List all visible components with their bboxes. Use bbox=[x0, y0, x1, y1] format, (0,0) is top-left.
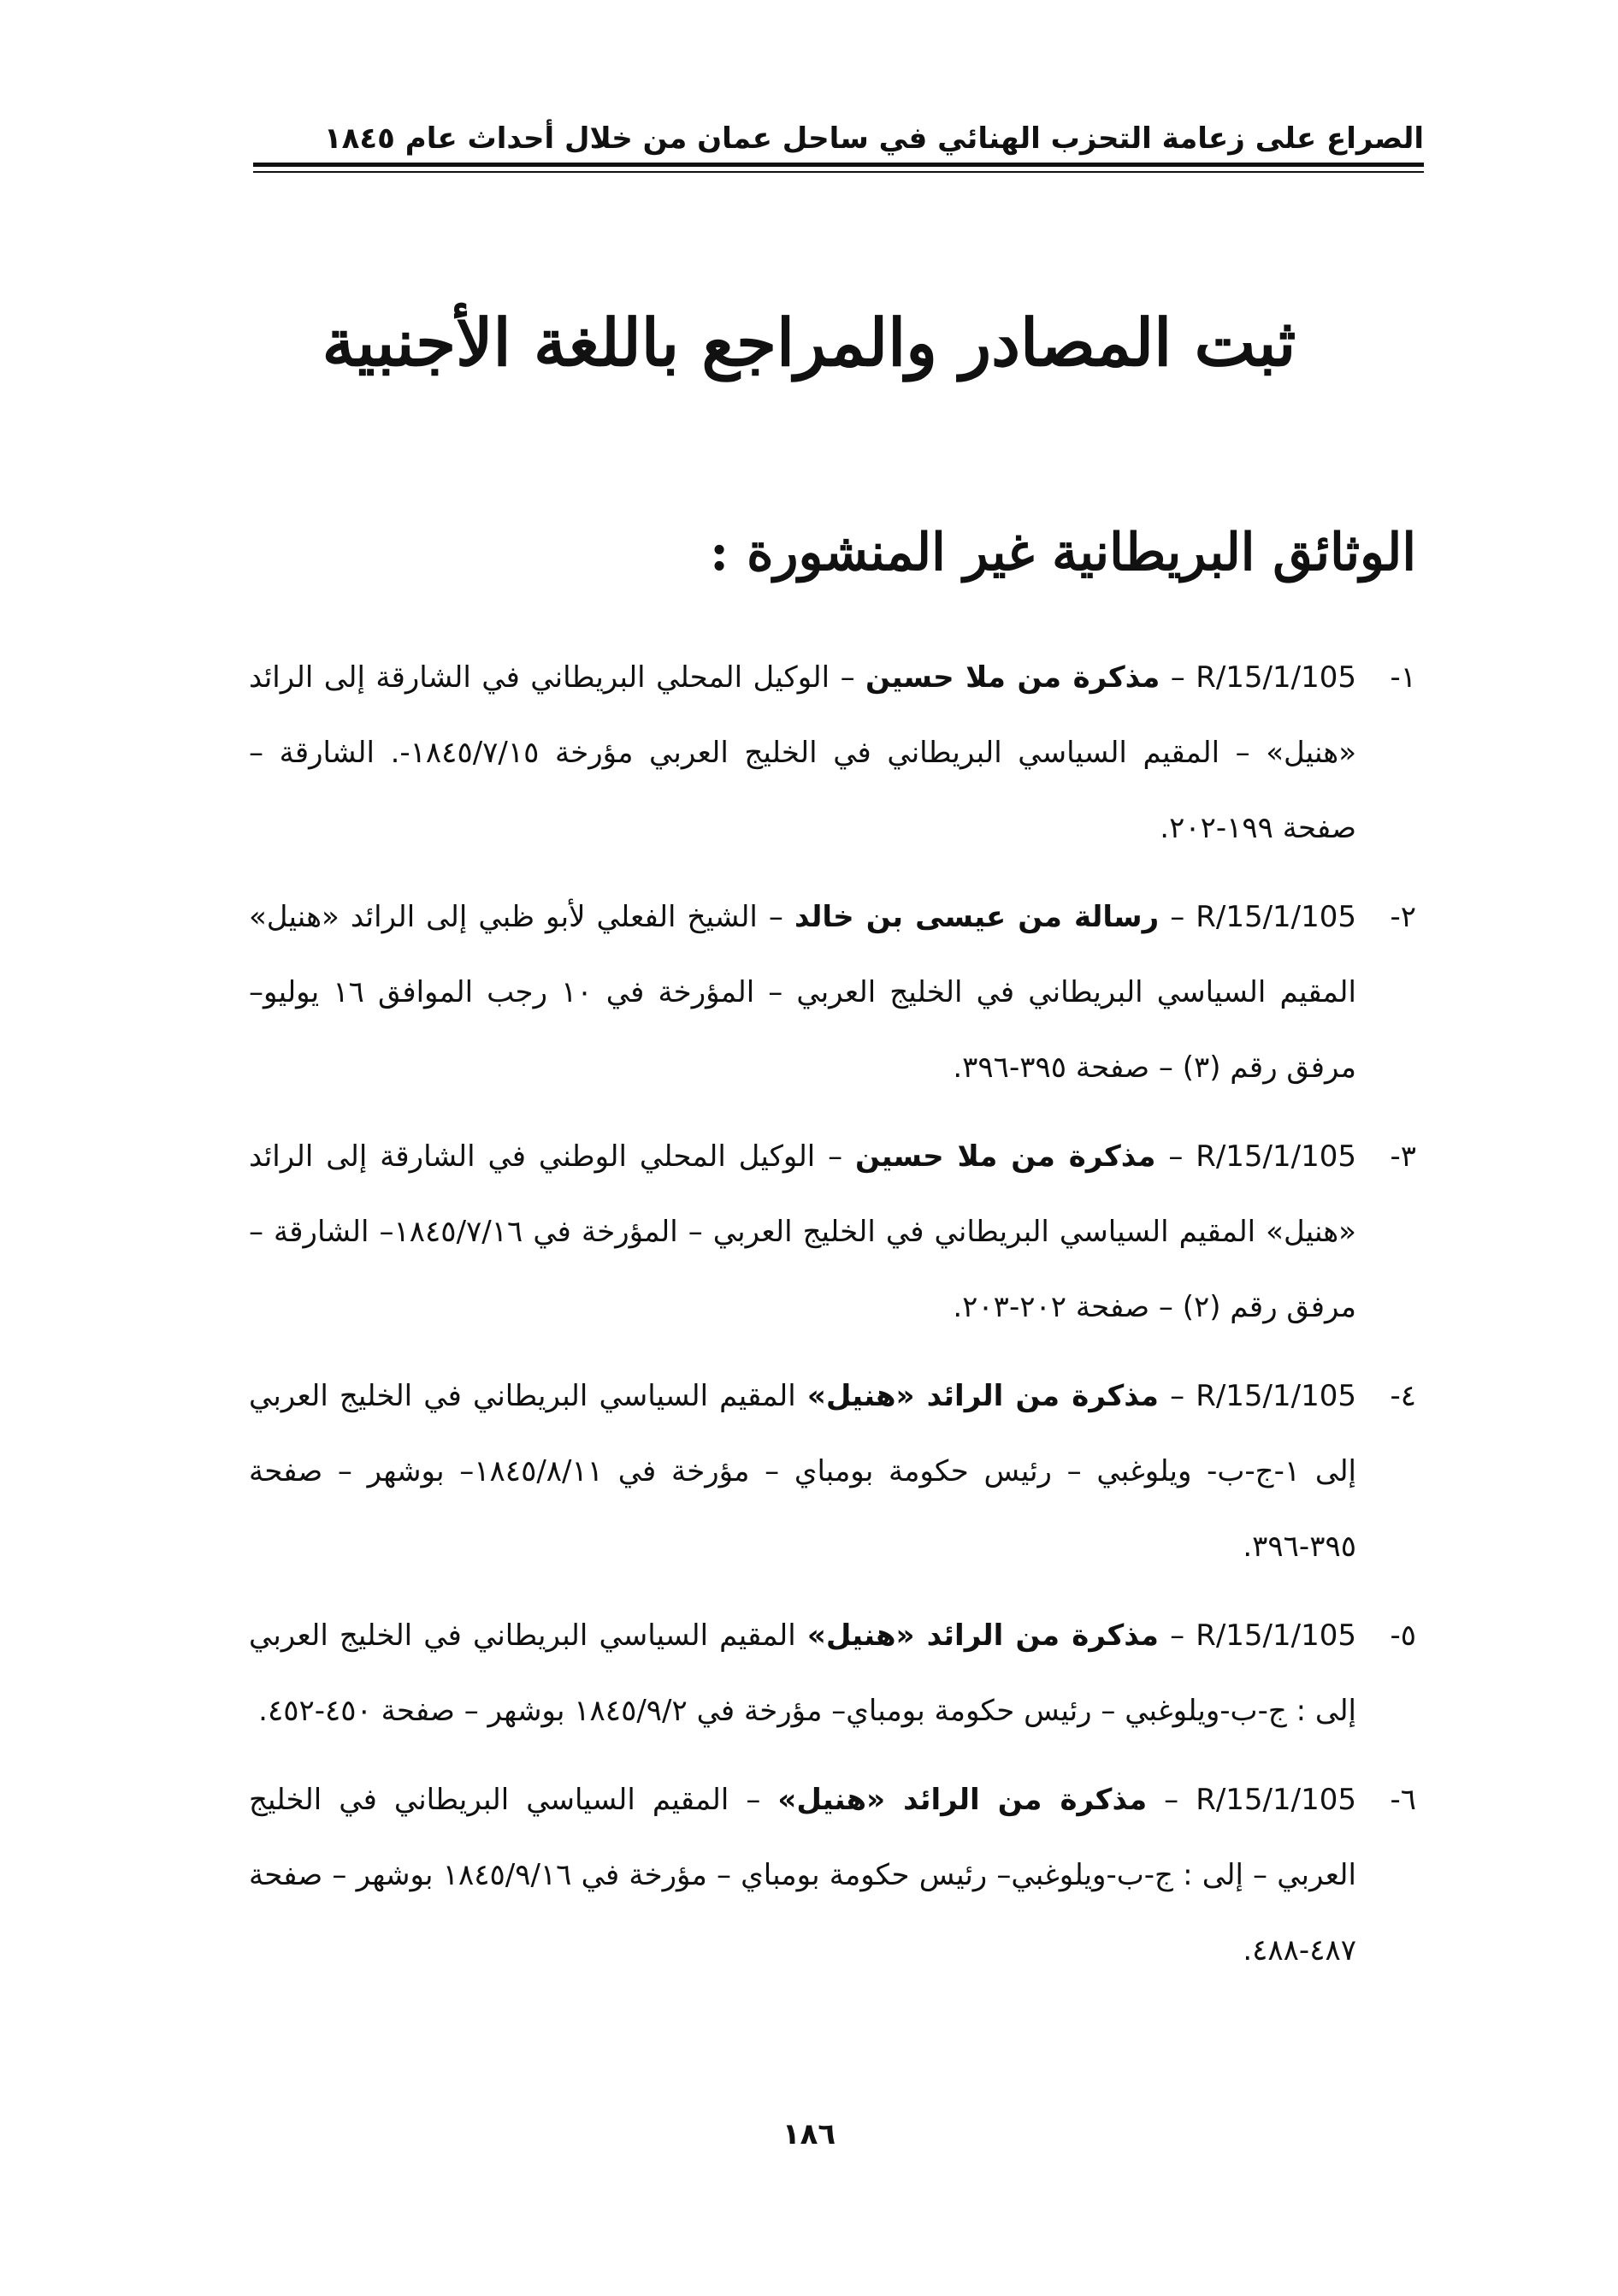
entry-text: R/15/1/105 – مذكرة من الرائد «هنيل» المقيم السياسي البريطاني في الخليج العربي إلى ١-ج-ب- ويلوغبي – رئيس حكومة بومباي – مؤرخة في ١٨٤٥/٨/١١– بوشهر – صفحة ٣٩٥-٣٩٦. bbox=[249, 1379, 1357, 1564]
entry-subject: مذكرة من الرائد «هنيل» bbox=[806, 1618, 1159, 1653]
header-rule-thin bbox=[253, 171, 1424, 173]
bibliography-list bbox=[249, 640, 1416, 2002]
entry-code: R/15/1/105 bbox=[1196, 1618, 1356, 1653]
entry-number: ٤- bbox=[1390, 1379, 1416, 1413]
entry-code: R/15/1/105 bbox=[1196, 1783, 1356, 1817]
entry-number: ٣- bbox=[1390, 1139, 1416, 1174]
entry-code: R/15/1/105 bbox=[1196, 660, 1356, 695]
header-rule-thick bbox=[253, 163, 1424, 167]
bibliography-entry bbox=[249, 1119, 1416, 1345]
entry-number: ٥- bbox=[1390, 1618, 1416, 1653]
bibliography-entry bbox=[249, 1358, 1416, 1584]
running-header: الصراع على زعامة التحزب الهنائي في ساحل عمان من خلال أحداث عام ١٨٤٥ bbox=[323, 121, 1424, 156]
page-number: ١٨٦ bbox=[782, 2117, 836, 2151]
entry-subject: مذكرة من الرائد «هنيل» bbox=[777, 1783, 1148, 1817]
entry-text: R/15/1/105 – رسالة من عيسى بن خالد – الشيخ الفعلي لأبو ظبي إلى الرائد «هنيل» المقيم السياسي البريطاني في الخليج العربي – المؤرخة في ١٠ رجب الموافق ١٦ يوليو– مرفق رقم (٣) – صفحة ٣٩٥-٣٩٦. bbox=[249, 900, 1357, 1085]
entry-details: المقيم السياسي البريطاني في الخليج العربي إلى ١-ج-ب- ويلوغبي – رئيس حكومة بومباي – مؤرخة في ١٨٤٥/٨/١١– بوشهر – صفحة ٣٩٥-٣٩٦. bbox=[249, 1379, 1357, 1564]
bibliography-entry bbox=[249, 879, 1416, 1105]
bibliography-entry bbox=[249, 1762, 1416, 1988]
entry-code: R/15/1/105 bbox=[1196, 1139, 1356, 1174]
entry-code: R/15/1/105 bbox=[1196, 900, 1357, 934]
entry-text: R/15/1/105 – مذكرة من الرائد «هنيل» المقيم السياسي البريطاني في الخليج العربي إلى : ج-ب-ويلوغبي – رئيس حكومة بومباي– مؤرخة في ١٨٤٥/٩/٢ بوشهر – صفحة ٤٥٠-٤٥٢. bbox=[249, 1618, 1356, 1728]
entry-details: – الشيخ الفعلي لأبو ظبي إلى الرائد «هنيل» المقيم السياسي البريطاني في الخليج العربي – المؤرخة في ١٠ رجب الموافق ١٦ يوليو– مرفق رقم (٣) – صفحة ٣٩٥-٣٩٦. bbox=[249, 900, 1356, 1085]
entry-subject: مذكرة من الرائد «هنيل» bbox=[806, 1379, 1159, 1413]
entry-details: – المقيم السياسي البريطاني في الخليج العربي – إلى : ج-ب-ويلوغبي– رئيس حكومة بومباي – مؤرخة في ١٨٤٥/٩/١٦ بوشهر – صفحة ٤٨٧-٤٨٨. bbox=[249, 1783, 1356, 1968]
entry-number: ٦- bbox=[1390, 1783, 1416, 1817]
section-title: ثبت المصادر والمراجع باللغة الأجنبية bbox=[322, 305, 1296, 381]
entry-number: ١- bbox=[1390, 660, 1416, 695]
entry-details: – الوكيل المحلي الوطني في الشارقة إلى الرائد «هنيل» المقيم السياسي البريطاني في الخليج العربي – المؤرخة في ١٨٤٥/٧/١٦– الشارقة – مرفق رقم (٢) – صفحة ٢٠٢-٢٠٣. bbox=[249, 1139, 1356, 1324]
entry-text: R/15/1/105 – مذكرة من ملا حسين – الوكيل المحلي الوطني في الشارقة إلى الرائد «هنيل» المقيم السياسي البريطاني في الخليج العربي – المؤرخة في ١٨٤٥/٧/١٦– الشارقة – مرفق رقم (٢) – صفحة ٢٠٢-٢٠٣. bbox=[249, 1139, 1356, 1324]
entry-code: R/15/1/105 bbox=[1196, 1379, 1356, 1413]
entry-number: ٢- bbox=[1390, 900, 1416, 934]
bibliography-entry bbox=[249, 1598, 1416, 1749]
subheading: الوثائق البريطانية غير المنشورة : bbox=[710, 523, 1416, 583]
bibliography-entry bbox=[249, 640, 1416, 866]
entry-details: – الوكيل المحلي البريطاني في الشارقة إلى الرائد «هنيل» – المقيم السياسي البريطاني في الخليج العربي مؤرخة ١٨٤٥/٧/١٥-. الشارقة – صفحة ١٩٩-٢٠٢. bbox=[249, 660, 1356, 845]
entry-details: المقيم السياسي البريطاني في الخليج العربي إلى : ج-ب-ويلوغبي – رئيس حكومة بومباي– مؤرخة في ١٨٤٥/٩/٢ بوشهر – صفحة ٤٥٠-٤٥٢. bbox=[249, 1618, 1356, 1728]
entry-text: R/15/1/105 – مذكرة من ملا حسين – الوكيل المحلي البريطاني في الشارقة إلى الرائد «هنيل» – المقيم السياسي البريطاني في الخليج العربي مؤرخة ١٨٤٥/٧/١٥-. الشارقة – صفحة ١٩٩-٢٠٢. bbox=[249, 660, 1356, 845]
entry-subject: مذكرة من ملا حسين bbox=[855, 1139, 1156, 1174]
entry-subject: مذكرة من ملا حسين bbox=[865, 660, 1160, 695]
entry-subject: رسالة من عيسى بن خالد bbox=[794, 900, 1160, 934]
entry-text: R/15/1/105 – مذكرة من الرائد «هنيل» – المقيم السياسي البريطاني في الخليج العربي – إلى : ج-ب-ويلوغبي– رئيس حكومة بومباي – مؤرخة في ١٨٤٥/٩/١٦ بوشهر – صفحة ٤٨٧-٤٨٨. bbox=[249, 1783, 1356, 1968]
